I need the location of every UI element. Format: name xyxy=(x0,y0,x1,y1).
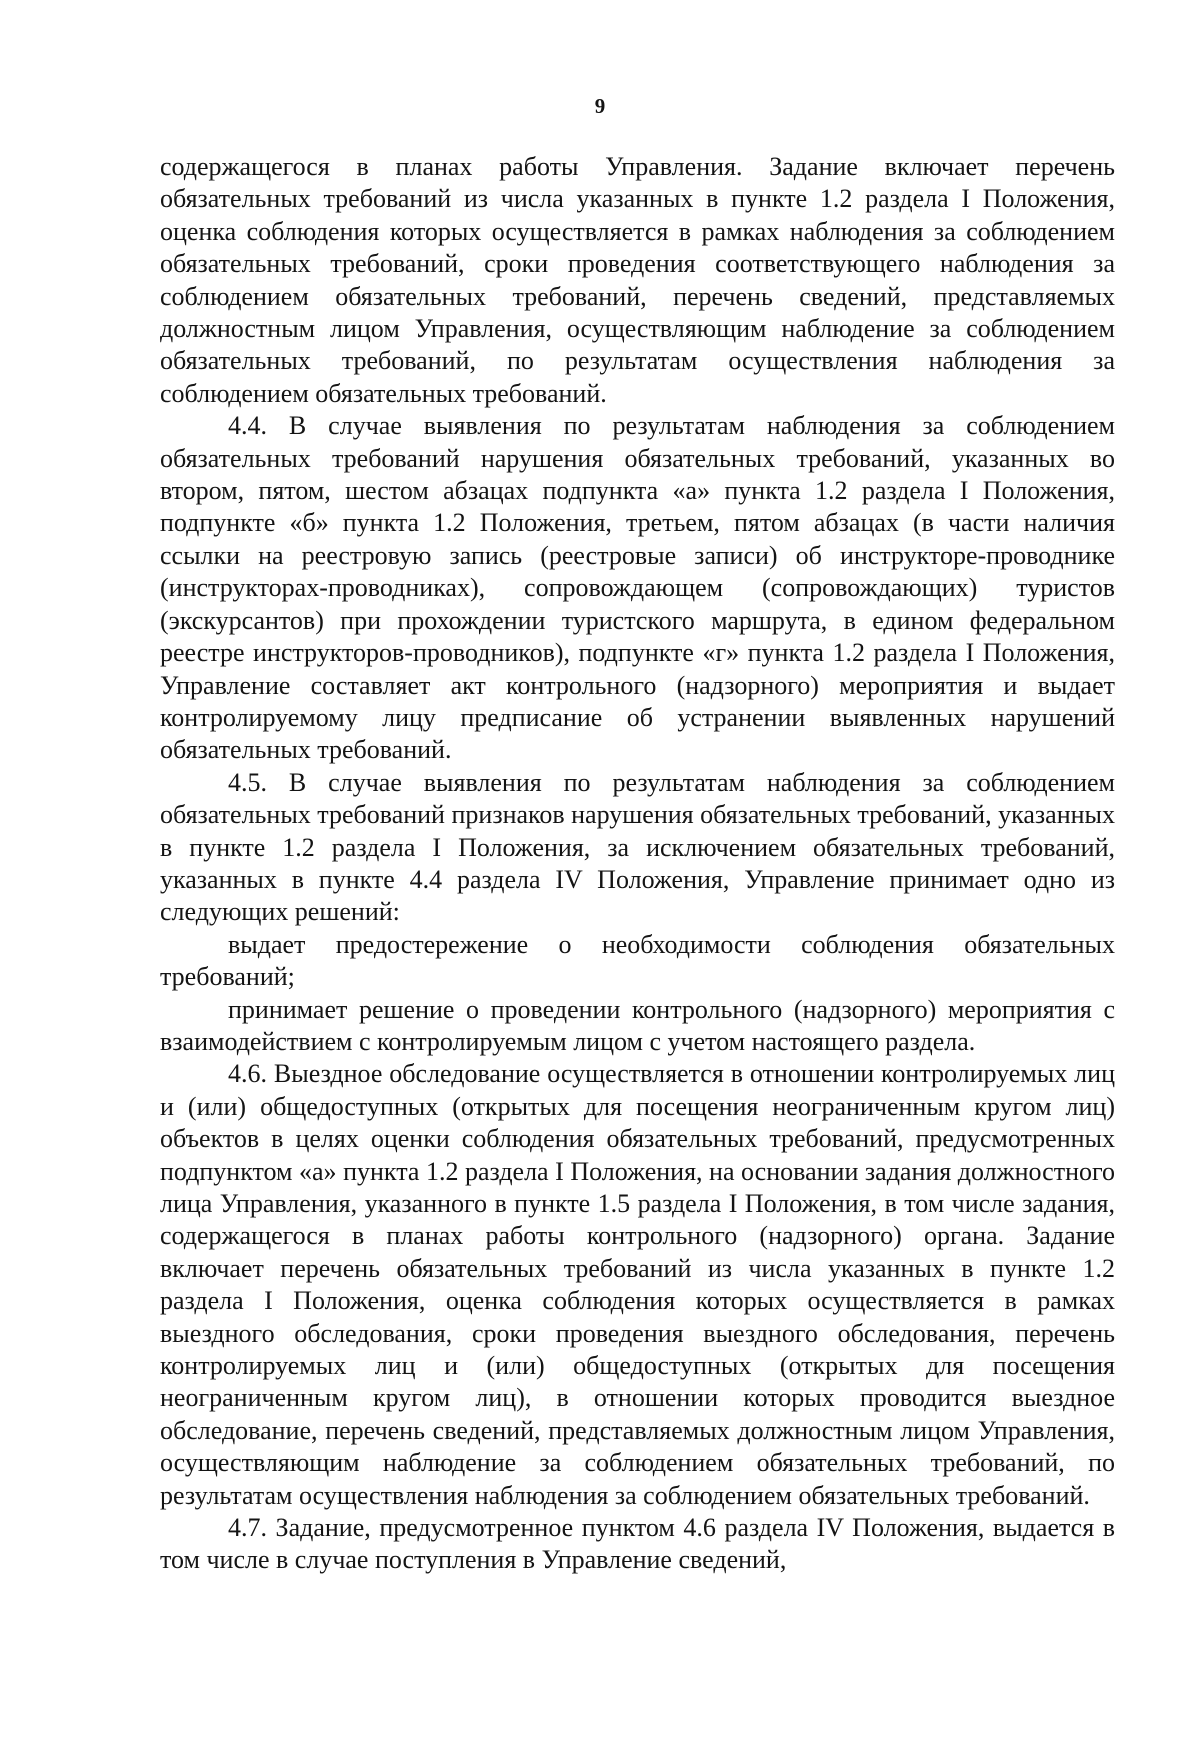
paragraph-4-5: 4.5. В случае выявления по результатам наблюдения за соблюдением обязательных требований признаков нарушения обязательных требований, указанных в пункте 1.2 раздела I Положения, за исключением обязательных требований, указанных в пункте 4.4 раздела IV Положения, Управление принимает одно из следующих решений: xyxy=(160,767,1115,927)
paragraph-4-5-option-2: принимает решение о проведении контрольного (надзорного) мероприятия с взаимодействием с контролируемым лицом с учетом настоящего раздела. xyxy=(160,994,1115,1056)
paragraph-4-7: 4.7. Задание, предусмотренное пунктом 4.6 раздела IV Положения, выдается в том числе в случае поступления в Управление сведений, xyxy=(160,1513,1115,1575)
page-number: 9 xyxy=(594,94,606,118)
paragraph-4-6: 4.6. Выездное обследование осуществляется в отношении контролируемых лиц и (или) общедоступных (открытых для посещения неограниченным кругом лиц) объектов в целях оценки соблюдения обязательных требований, предусмотренных подпунктом «а» пункта 1.2 раздела I Положения, на основании задания должностного лица Управления, указанного в пункте 1.5 раздела I Положения, в том числе задания, содержащегося в планах работы контрольного (надзорного) органа. Задание включает перечень обязательных требований из числа указанных в пункте 1.2 раздела I Положения, оценка соблюдения которых осуществляется в рамках выездного обследования, сроки проведения выездного обследования, перечень контролируемых лиц и (или) общедоступных (открытых для посещения неограниченным кругом лиц), в отношении которых проводится выездное обследование, перечень сведений, представляемых должностным лицом Управления, осуществляющим наблюдение за соблюдением обязательных требований, по результатам осуществления наблюдения за соблюдением обязательных требований. xyxy=(160,1059,1115,1510)
document-body xyxy=(160,151,1115,1577)
paragraph-continuation: содержащегося в планах работы Управления. Задание включает перечень обязательных требований из числа указанных в пункте 1.2 раздела I Положения, оценка соблюдения которых осуществляется в рамках наблюдения за соблюдением обязательных требований, сроки проведения соответствующего наблюдения за соблюдением обязательных требований, перечень сведений, представляемых должностным лицом Управления, осуществляющим наблюдение за соблюдением обязательных требований, по результатам осуществления наблюдения за соблюдением обязательных требований. xyxy=(160,152,1115,408)
paragraph-4-4: 4.4. В случае выявления по результатам наблюдения за соблюдением обязательных требований нарушения обязательных требований, указанных во втором, пятом, шестом абзацах подпункта «а» пункта 1.2 раздела I Положения, подпункте «б» пункта 1.2 Положения, третьем, пятом абзацах (в части наличия ссылки на реестровую запись (реестровые записи) об инструкторе-проводнике (инструкторах-проводниках), сопровождающем (сопровождающих) туристов (экскурсантов) при прохождении туристского маршрута, в едином федеральном реестре инструкторов-проводников), подпункте «г» пункта 1.2 раздела I Положения, Управление составляет акт контрольного (надзорного) мероприятия и выдает контролируемому лицу предписание об устранении выявленных нарушений обязательных требований. xyxy=(160,411,1115,765)
paragraph-4-5-option-1: выдает предостережение о необходимости соблюдения обязательных требований; xyxy=(160,929,1115,992)
